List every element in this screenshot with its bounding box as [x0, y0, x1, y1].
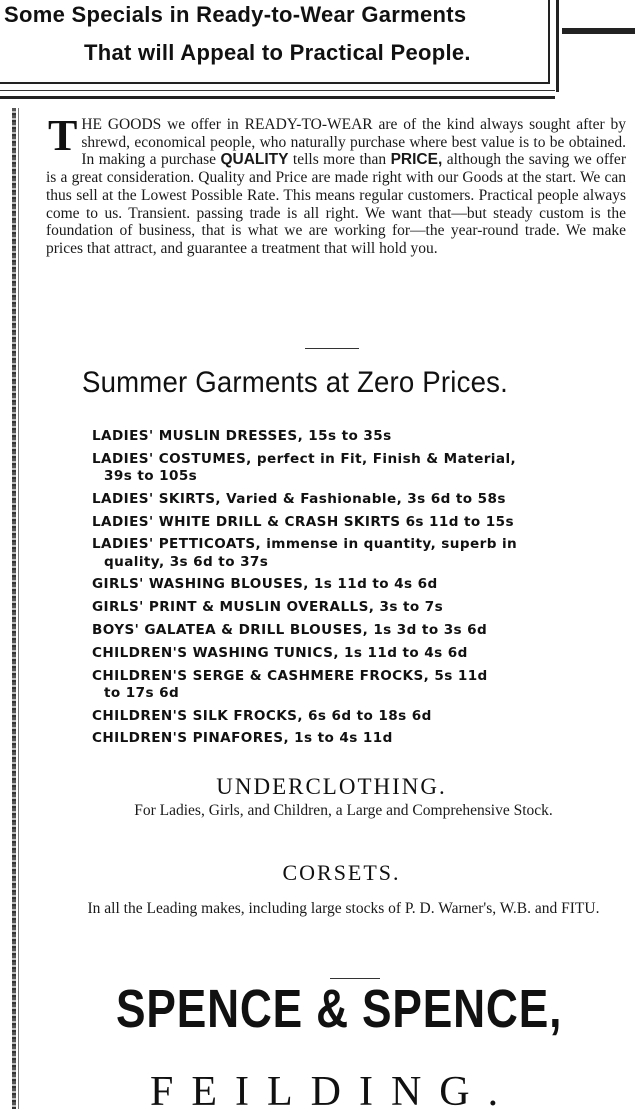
item-text: GIRLS' PRINT & MUSLIN OVERALLS, 3s to 7s: [92, 599, 444, 616]
summer-heading: Summer Garments at Zero Prices.: [82, 366, 508, 399]
price-list-item: [92, 576, 632, 593]
item-text: LADIES' MUSLIN DRESSES, 15s to 35s: [92, 428, 392, 444]
intro-paragraph: [46, 111, 626, 258]
item-text: BOYS' GALATEA & DRILL BLOUSES, 1s 3d to 3s 6d: [92, 621, 488, 638]
item-text: GIRLS' WASHING BLOUSES, 1s 11d to 4s 6d: [92, 576, 438, 593]
item-text: CHILDREN'S PINAFORES, 1s to 4s 11d: [92, 730, 393, 747]
price-list-item: [92, 599, 632, 616]
price-list-item: [92, 451, 632, 485]
price-list-item: [92, 622, 632, 639]
price-list-item: [92, 668, 632, 702]
item-continuation: quality, 3s 6d to 37s: [104, 553, 269, 570]
header-rule-thin: [0, 90, 555, 91]
item-text: CHILDREN'S SILK FROCKS, 6s 6d to 18s 6d: [92, 707, 432, 724]
adjacent-column-rule: [562, 28, 635, 34]
price-list-item: [92, 514, 632, 531]
intro-text-2: tells more than: [288, 151, 391, 169]
item-text: LADIES' SKIRTS, Varied & Fashionable, 3s 6d to 58s: [92, 490, 506, 507]
price-list-item: [92, 708, 632, 725]
price-word: PRICE,: [390, 151, 443, 169]
intro-text-3: although the saving we offer is a great consideration. Quality and Price are made right with our Goods at the start. We can thus sell at the Lowest Possible Rate. This means regular customers. Practical people always come to us. Transient. passing trade is all right. We want that—but steady custom is the foundation of business, that is what we are working for—the year-round trade. We make prices that attract, and guarantee a treatment that will hold you.: [46, 151, 626, 257]
price-list-item: [92, 730, 632, 747]
intro-text-1: HE GOODS we offer in READY-TO-WEAR are of the kind always sought after by shrewd, economical people, who naturally purchase where best value is to be obtained. In making a purchase: [81, 116, 626, 169]
underclothing-text: For Ladies, Girls, and Children, a Large and Comprehensive Stock.: [134, 802, 553, 819]
item-text: CHILDREN'S SERGE & CASHMERE FROCKS, 5s 11d: [92, 667, 488, 684]
item-text: LADIES' WHITE DRILL & CRASH SKIRTS 6s 11d to 15s: [92, 513, 515, 530]
underclothing-title: UNDERCLOTHING.: [216, 774, 447, 799]
drop-cap: T: [48, 111, 78, 160]
garment-price-list: [92, 428, 632, 753]
price-list-item: [92, 536, 632, 570]
corsets-title: CORSETS.: [282, 860, 401, 885]
section-divider: [305, 348, 359, 349]
price-list-item: [92, 428, 632, 445]
item-continuation: to 17s 6d: [104, 684, 180, 701]
town-name: FEILDING.: [150, 1069, 517, 1115]
headline-line-2: That will Appeal to Practical People.: [84, 40, 471, 65]
corsets-text: In all the Leading makes, including large stocks of P. D. Warner's, W.B. and FITU.: [87, 900, 600, 917]
firm-name: SPENCE & SPENCE,: [116, 979, 563, 1039]
price-list-item: [92, 491, 632, 508]
headline-line-1: Some Specials in Ready-to-Wear Garments: [4, 2, 467, 27]
price-list-item: [92, 645, 632, 662]
header-rule-thick: [0, 96, 555, 99]
column-divider: [556, 0, 559, 92]
border-line: [18, 108, 19, 1109]
quality-word: QUALITY: [220, 151, 289, 169]
decorative-border: [12, 108, 16, 1109]
item-text: CHILDREN'S WASHING TUNICS, 1s 11d to 4s 6d: [92, 644, 468, 661]
item-text: LADIES' COSTUMES, perfect in Fit, Finish & Material,: [92, 450, 517, 467]
item-continuation: 39s to 105s: [104, 468, 198, 484]
item-text: LADIES' PETTICOATS, immense in quantity, superb in: [92, 536, 518, 553]
